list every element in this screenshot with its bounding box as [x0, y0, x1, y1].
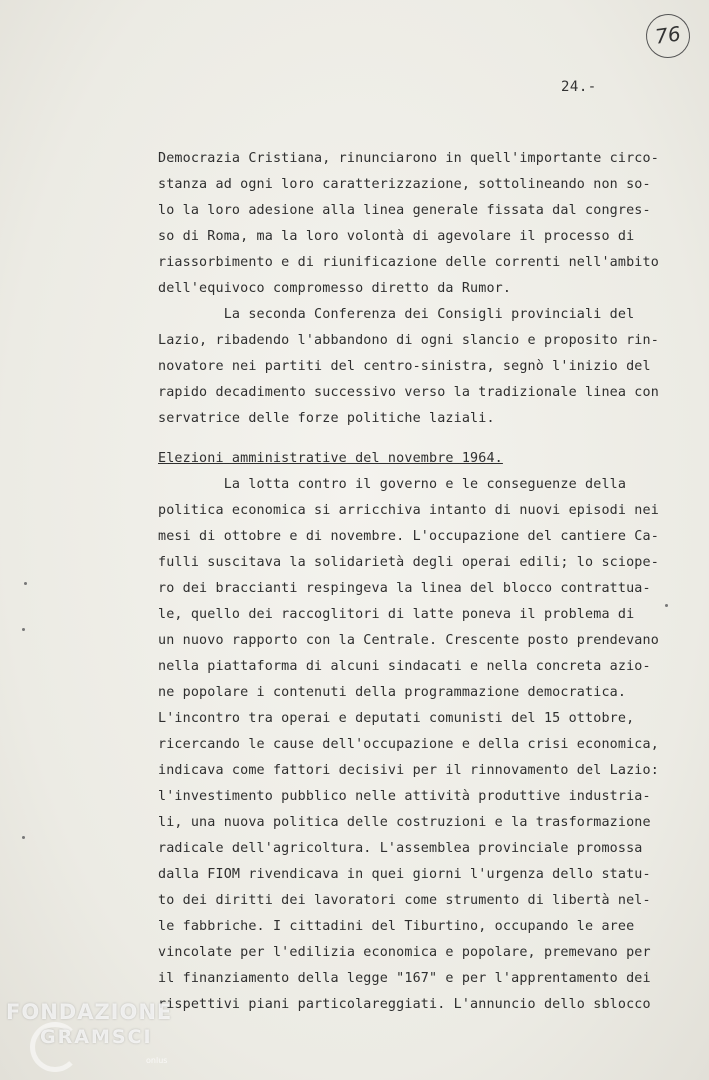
text-line: dell'equivoco compromesso diretto da Rumor.: [158, 281, 512, 296]
margin-speck: [24, 582, 27, 585]
text-line: rispettivi piani particolareggiati. L'annuncio dello sblocco: [158, 997, 651, 1012]
text-line: stanza ad ogni loro caratterizzazione, sottolineando non so-: [158, 177, 651, 192]
text-line: un nuovo rapporto con la Centrale. Crescente posto prendevano: [158, 633, 659, 648]
text-line: novatore nei partiti del centro-sinistra, segnò l'inizio del: [158, 359, 651, 374]
text-line: servatrice delle forze politiche laziali.: [158, 411, 495, 426]
watermark: [6, 1000, 206, 1048]
watermark-line-2: GRAMSCI: [40, 1026, 153, 1048]
text-line: riassorbimento e di riunificazione delle correnti nell'ambito: [158, 255, 659, 270]
text-line: li, una nuova politica delle costruzioni e la trasformazione: [158, 815, 651, 830]
text-line: ro dei braccianti respingeva la linea del blocco contrattua-: [158, 581, 651, 596]
text-line: le, quello dei raccoglitori di latte poneva il problema di: [158, 607, 635, 622]
text-line: mesi di ottobre e di novembre. L'occupazione del cantiere Ca-: [158, 529, 659, 544]
watermark-line-1: FONDAZIONE: [6, 1000, 173, 1024]
text-line: to dei diritti dei lavoratori come strumento di libertà nel-: [158, 893, 651, 908]
text-line: fulli suscitava la solidarietà degli operai edili; lo sciope-: [158, 555, 659, 570]
page-number: 24.-: [561, 79, 597, 95]
text-line: La seconda Conferenza dei Consigli provinciali del: [158, 307, 635, 322]
text-line: ne popolare i contenuti della programmazione democratica.: [158, 685, 627, 700]
text-line: La lotta contro il governo e le conseguenze della: [158, 477, 627, 492]
text-line: indicava come fattori decisivi per il rinnovamento del Lazio:: [158, 763, 659, 778]
text-line: L'incontro tra operai e deputati comunisti del 15 ottobre,: [158, 711, 635, 726]
margin-speck: [22, 628, 25, 631]
margin-speck: [665, 604, 668, 607]
handwritten-folio-number: 76: [643, 11, 693, 61]
text-line: vincolate per l'edilizia economica e popolare, premevano per: [158, 945, 651, 960]
text-line: Democrazia Cristiana, rinunciarono in quell'importante circo-: [158, 151, 659, 166]
text-line: radicale dell'agricoltura. L'assemblea provinciale promossa: [158, 841, 643, 856]
text-line: rapido decadimento successivo verso la tradizionale linea con: [158, 385, 659, 400]
text-line: le fabbriche. I cittadini del Tiburtino, occupando le aree: [158, 919, 635, 934]
section-heading: Elezioni amministrative del novembre 1964.: [158, 451, 503, 466]
text-line: lo la loro adesione alla linea generale fissata dal congres-: [158, 203, 651, 218]
text-line: nella piattaforma di alcuni sindacati e nella concreta azio-: [158, 659, 651, 674]
text-line: dalla FIOM rivendicava in quei giorni l'urgenza dello statu-: [158, 867, 651, 882]
margin-speck: [22, 836, 25, 839]
text-line: so di Roma, ma la loro volontà di agevolare il processo di: [158, 229, 635, 244]
watermark-small: onlus: [146, 1056, 168, 1065]
text-line: politica economica si arricchiva intanto di nuovi episodi nei: [158, 503, 659, 518]
text-line: Lazio, ribadendo l'abbandono di ogni slancio e proposito rin-: [158, 333, 659, 348]
text-line: l'investimento pubblico nelle attività produttive industria-: [158, 789, 651, 804]
text-line: il finanziamento della legge "167" e per l'apprentamento dei: [158, 971, 651, 986]
text-line: ricercando le cause dell'occupazione e della crisi economica,: [158, 737, 659, 752]
